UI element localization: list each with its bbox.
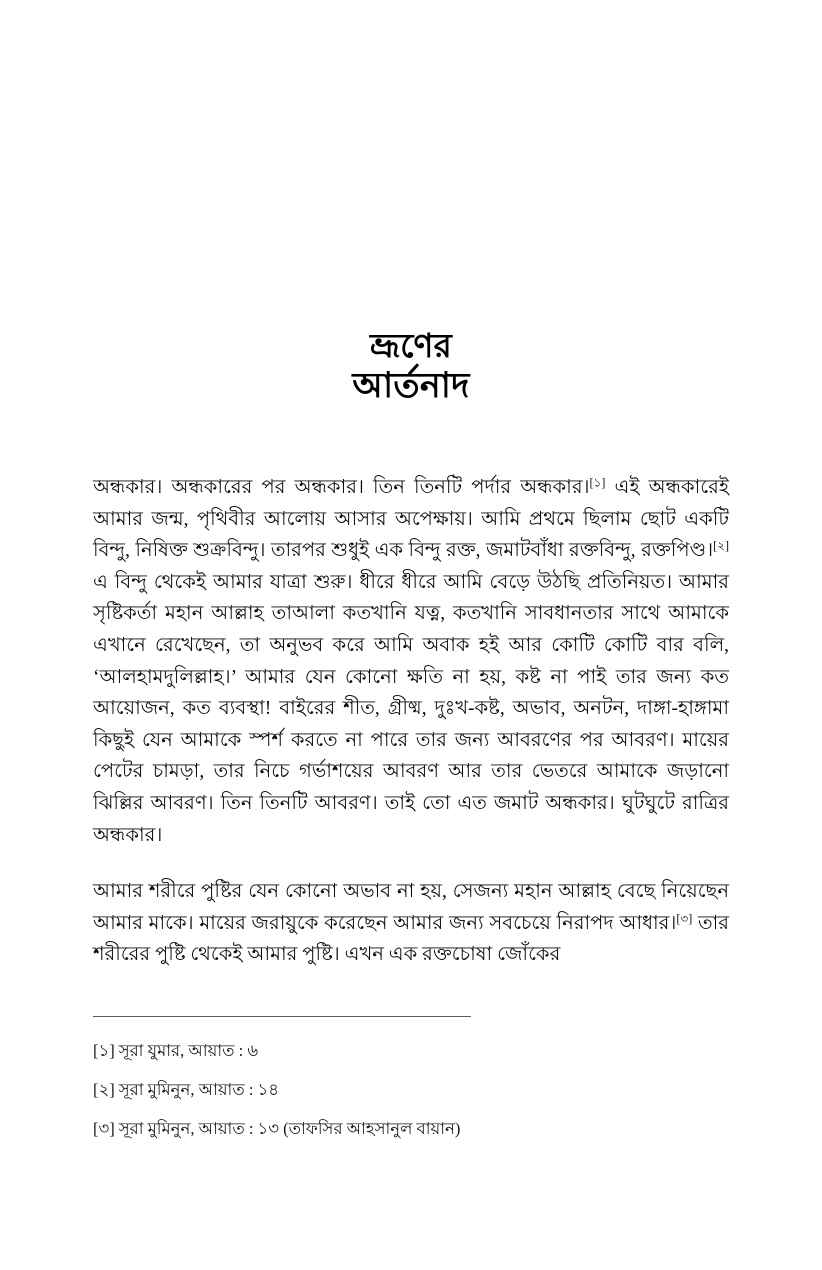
footnote-reference[interactable]: [১] <box>589 475 606 490</box>
page-title <box>0 326 822 406</box>
footnote-marker: [২] <box>93 1080 115 1099</box>
body-paragraph: আমার শরীরে পুষ্টির যেন কোনো অভাব না হয়, সেজন্য মহান আল্লাহ বেছে নিয়েছেন আমার মাকে। মায়ের জরায়ুকে করেছেন আমার জন্য সবচেয়ে নিরাপদ আধার।[৩] তার শরীরের পুষ্টি থেকেই আমার পুষ্টি। এখন এক রক্তচোষা জোঁকের <box>93 881 729 966</box>
footnote-item <box>93 1117 729 1141</box>
footnote-text: সূরা মুমিনুন, আয়াত : ১৪ <box>118 1080 279 1099</box>
footnote-section <box>93 1016 729 1141</box>
footnote-list <box>93 1039 729 1141</box>
footnote-reference[interactable]: [২] <box>713 538 729 553</box>
title-line-2: আর্তনাদ <box>352 366 470 405</box>
footnote-separator <box>93 1016 471 1017</box>
footnote-marker: [১] <box>93 1041 115 1060</box>
footnote-item <box>93 1078 729 1102</box>
footnote-text: সূরা মুমিনুন, আয়াত : ১৩ (তাফসির আহসানুল বায়ান) <box>118 1119 461 1138</box>
body-paragraph: অন্ধকার। অন্ধকারের পর অন্ধকার। তিন তিনটি পর্দার অন্ধকার।[১] এই অন্ধকারেই আমার জন্ম, পৃথিবীর আলোয় আসার অপেক্ষায়। আমি প্রথমে ছিলাম ছোট একটি বিন্দু, নিষিক্ত শুক্রবিন্দু। তারপর শুধুই এক বিন্দু রক্ত, জমাটবাঁধা রক্তবিন্দু, রক্তপিণ্ড।[২] এ বিন্দু থেকেই আমার যাত্রা শুরু। ধীরে ধীরে আমি বেড়ে উঠছি প্রতিনিয়ত। আমার সৃষ্টিকর্তা মহান আল্লাহ তাআলা কতখানি যত্ন, কতখানি সাবধানতার সাথে আমাকে এখানে রেখেছেন, তা অনুভব করে আমি অবাক হই আর কোটি কোটি বার বলি, ‘আলহামদুলিল্লাহ।’ আমার যেন কোনো ক্ষতি না হয়, কষ্ট না পাই তার জন্য কত আয়োজন, কত ব্যবস্থা! বাইরের শীত, গ্রীষ্ম, দুঃখ-কষ্ট, অভাব, অনটন, দাঙ্গা-হাঙ্গামা কিছুই যেন আমাকে স্পর্শ করতে না পারে তার জন্য আবরণের পর আবরণ। মায়ের পেটের চামড়া, তার নিচে গর্ভাশয়ের আবরণ আর তার ভেতরে আমাকে জড়ানো ঝিল্লির আবরণ। তিন তিনটি আবরণ। তাই তো এত জমাট অন্ধকার। ঘুটঘুটে রাত্রির অন্ধকার। <box>93 475 729 846</box>
footnote-item <box>93 1039 729 1063</box>
footnote-text: সূরা যুমার, আয়াত : ৬ <box>118 1041 259 1060</box>
footnote-reference[interactable]: [৩] <box>676 911 693 926</box>
footnote-marker: [৩] <box>93 1119 115 1138</box>
title-line-1: ভ্রূণের <box>369 327 452 364</box>
body-content <box>93 472 729 971</box>
